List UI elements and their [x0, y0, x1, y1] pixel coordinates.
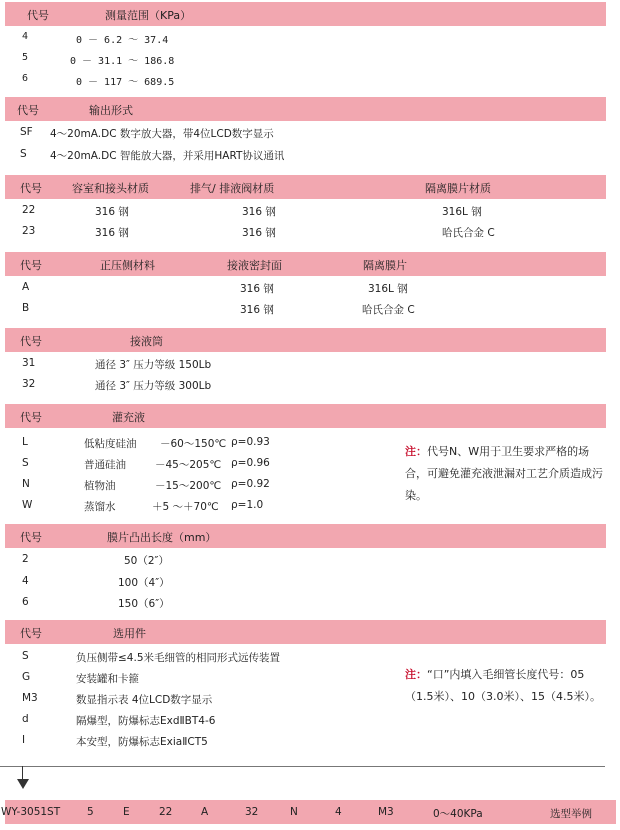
selection-label: 选型举例	[550, 808, 592, 820]
tube-header	[5, 328, 606, 352]
selection-code: 32	[245, 806, 259, 818]
table-row: S 4～20mA.DC 智能放大器，并采用HART协议通讯	[20, 148, 285, 162]
selection-code: N	[290, 806, 298, 818]
header-diaphragm: 隔离膜片材质	[425, 182, 491, 195]
table-row: 6 0 － 117 ～ 689.5	[22, 73, 175, 88]
selection-code: 22	[159, 806, 173, 818]
table-row: W 蒸馏水 ＋5 ～＋70℃ ρ=1.0	[22, 499, 264, 513]
fill-note	[405, 441, 607, 507]
header-code: 代号	[20, 411, 42, 424]
table-row: M3 数显指示表 4位LCD数字显示	[22, 692, 213, 706]
table-row: d 隔爆型，防爆标志ExdⅡBT4-6	[22, 713, 216, 727]
selection-code: 0～40KPa	[433, 808, 483, 820]
header-code: 代号	[20, 335, 42, 348]
header-output: 输出形式	[89, 104, 133, 117]
table-row: 31 通径 3″ 压力等级 150Lb	[22, 357, 212, 371]
header-code: 代号	[20, 182, 42, 195]
header-membrane: 隔离膜片	[363, 259, 407, 272]
note-mark: 注：	[405, 668, 427, 681]
header-code: 代号	[20, 531, 42, 544]
table-row: S 普通硅油 －45～205℃ ρ=0.96	[22, 457, 270, 471]
header-valve: 排气/ 排液阀材质	[190, 182, 275, 195]
table-row: L 低粘度硅油 －60～150℃ ρ=0.93	[22, 436, 270, 450]
range-header	[5, 2, 606, 26]
note-mark: 注：	[405, 445, 427, 458]
selection-code: M3	[378, 806, 394, 818]
header-code: 代号	[17, 104, 39, 117]
selection-example	[1, 800, 616, 824]
header-protrude: 膜片凸出长度（mm）	[107, 531, 217, 544]
selection-code: WY-3051ST	[1, 806, 61, 818]
table-row: 4 0 － 6.2 ～ 37.4	[22, 31, 169, 46]
positive-header	[5, 252, 606, 276]
selection-code: A	[201, 806, 209, 818]
selection-code: 4	[335, 806, 342, 818]
header-code: 代号	[20, 627, 42, 640]
table-row: 5 0 － 31.1 ～ 186.8	[22, 52, 175, 67]
divider	[0, 766, 605, 767]
table-row: 2 50（2″）	[22, 553, 169, 567]
options-note	[405, 664, 607, 708]
table-row: 32 通径 3″ 压力等级 300Lb	[22, 378, 212, 392]
options-header	[5, 620, 606, 644]
header-options: 选用件	[113, 627, 146, 640]
table-row: 4 100（4″）	[22, 575, 170, 589]
table-row: S 负压侧带≤4.5米毛细管的相同形式远传装置	[22, 650, 280, 664]
table-row: 23 316 钢 316 钢 哈氏合金 C	[22, 225, 495, 239]
table-row: N 植物油 －15～200℃ ρ=0.92	[22, 478, 270, 492]
protrude-header	[5, 524, 606, 548]
arrow-down-icon	[17, 779, 29, 789]
table-row: I 本安型，防爆标志ExiaⅡCT5	[22, 734, 208, 748]
header-positive: 正压侧材料	[100, 259, 155, 272]
header-fill: 灌充液	[112, 411, 145, 424]
fill-header	[5, 404, 606, 428]
note-text: 代号N、W用于卫生要求严格的场合，可避免灌充液泄漏对工艺介质造成污染。	[405, 445, 603, 502]
header-code: 代号	[27, 9, 49, 22]
header-range: 测量范围（KPa）	[105, 9, 192, 22]
table-row: SF 4～20mA.DC 数字放大器，带4位LCD数字显示	[20, 126, 274, 140]
table-row: G 安装罐和卡箍	[22, 671, 139, 685]
output-header	[5, 97, 606, 121]
header-code: 代号	[20, 259, 42, 272]
table-row: 6 150（6″）	[22, 596, 170, 610]
selection-code: E	[123, 806, 130, 818]
material-header	[5, 175, 606, 199]
selection-code: 5	[87, 806, 94, 818]
table-row: B 316 钢 哈氏合金 C	[22, 302, 415, 316]
header-tube: 接液筒	[130, 335, 163, 348]
table-row: 22 316 钢 316 钢 316L 钢	[22, 204, 482, 218]
note-text: “口”内填入毛细管长度代号：05（1.5米）、10（3.0米）、15（4.5米）。	[405, 668, 601, 703]
header-seal: 接液密封面	[227, 259, 282, 272]
header-chamber: 容室和接头材质	[72, 182, 149, 195]
table-row: A 316 钢 316L 钢	[22, 281, 408, 295]
